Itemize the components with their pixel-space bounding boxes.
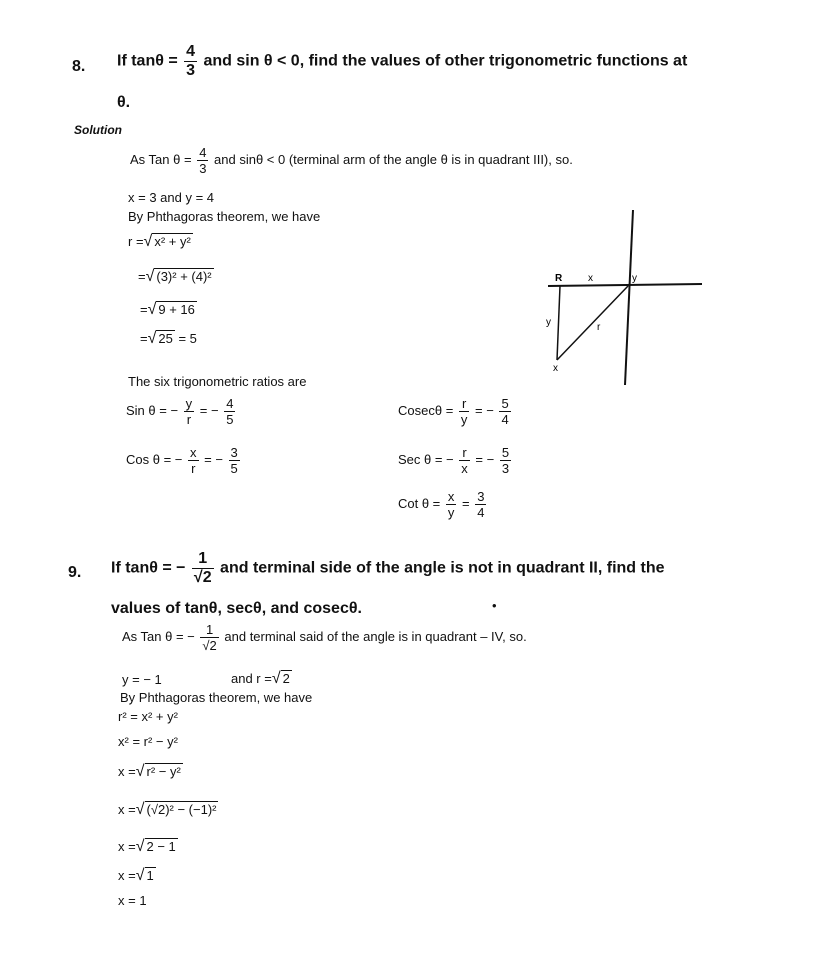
- s9-as-pre: As Tan θ = −: [122, 628, 195, 644]
- s8-csc-pre: Cosecθ =: [398, 402, 454, 418]
- s8-r4: =√ 25 = 5: [140, 330, 197, 347]
- s8-sin-frac2: [224, 396, 235, 427]
- s8-cot-pre: Cot θ =: [398, 495, 441, 511]
- s8-sin-mid: = −: [199, 402, 219, 418]
- s8-r2: =√ (3)² + (4)²: [138, 268, 212, 285]
- label-R: R: [555, 273, 563, 284]
- s8-cos-d2: 5: [230, 461, 238, 476]
- s8-cos-mid: = −: [204, 451, 223, 467]
- x-axis: [548, 284, 702, 286]
- s8-r3: =√ 9 + 16: [140, 301, 195, 318]
- s8-cot: [398, 489, 488, 520]
- q9-frac-num: 1: [192, 550, 214, 569]
- s8-sec-n1: r: [459, 445, 470, 461]
- q8-frac-num: 4: [186, 43, 196, 60]
- stray-dot: •: [492, 598, 497, 613]
- s8-as-fraction: [197, 145, 208, 176]
- s9-eq5: x =√ 2 − 1: [118, 838, 176, 855]
- s8-cos-n2: 3: [230, 445, 238, 460]
- s9-eq4: x =√ (√2)² − (−1)²: [118, 801, 217, 818]
- q8-continuation: θ.: [117, 94, 131, 111]
- s8-r4-rad: 25: [158, 331, 173, 346]
- s9-eq3: x =√ r² − y²: [118, 763, 181, 780]
- s9-eq6: x =√ 1: [118, 867, 154, 884]
- s9-as-post: and terminal said of the angle is in quadrant – IV, so.: [224, 628, 527, 644]
- s8-r1: r =√ x² + y²: [128, 233, 191, 250]
- s9-e6-pre: x =: [118, 868, 136, 883]
- s8-csc-mid: = −: [475, 402, 494, 418]
- s8-sec-n2: 5: [501, 445, 510, 460]
- s8-csc-frac2: [499, 396, 510, 427]
- s8-cot-mid: =: [462, 495, 470, 511]
- q8-statement: [117, 43, 687, 80]
- s9-as-den: √2: [202, 638, 217, 653]
- s8-sin-n1: y: [185, 396, 193, 411]
- s8-xy: x = 3 and y = 4: [128, 190, 215, 205]
- q8-frac-den: 3: [186, 62, 196, 79]
- q9-pre: If tanθ = −: [111, 559, 186, 577]
- s9-e6-rad: 1: [146, 868, 154, 883]
- s8-cot-n2: 3: [477, 489, 485, 504]
- s8-cot-d2: 4: [477, 505, 485, 520]
- s8-r2-pre: =: [138, 269, 146, 284]
- s9-eq2: x² = r² − y²: [118, 734, 178, 749]
- q8-pre: If tanθ =: [117, 52, 178, 70]
- s8-as-pre: As Tan θ =: [130, 151, 192, 167]
- s8-as-post: and sinθ < 0 (terminal arm of the angle θ is in quadrant III), so.: [214, 151, 573, 167]
- s8-six-ratios: The six trigonometric ratios are: [128, 374, 307, 389]
- s8-cot-d1: y: [447, 505, 455, 520]
- s8-cot-frac2: [475, 489, 486, 520]
- triangle-hypotenuse: [557, 286, 628, 360]
- s9-e5-rad: 2 − 1: [146, 839, 176, 854]
- s8-csc-frac1: [459, 396, 470, 427]
- s8-r1-rad: x² + y²: [154, 234, 191, 249]
- s8-cot-frac1: [446, 489, 457, 520]
- q8-number: 8.: [72, 58, 86, 75]
- s8-cos: [126, 445, 242, 476]
- s8-sec: [398, 445, 513, 476]
- s8-as-num: 4: [199, 145, 207, 160]
- s8-r2-rad: (3)² + (4)²: [156, 269, 212, 284]
- s9-eq1: r² = x² + y²: [118, 709, 178, 724]
- s8-r4-post: = 5: [178, 331, 197, 346]
- s8-r3-rad: 9 + 16: [158, 302, 195, 317]
- label-x-bottom: x: [553, 363, 558, 374]
- s8-sec-frac2: [500, 445, 511, 476]
- s9-as-fraction: [200, 622, 218, 653]
- s9-r-pre: and r =: [231, 671, 272, 686]
- q8-fraction: [184, 43, 197, 80]
- s8-sin-n2: 4: [226, 396, 234, 411]
- label-y-top: y: [632, 273, 637, 284]
- s8-by: By Phthagoras theorem, we have: [128, 209, 321, 224]
- s8-sec-mid: = −: [475, 451, 495, 467]
- s9-e4-rad: (√2)² − (−1)²: [146, 802, 217, 817]
- s9-eq7: x = 1: [118, 893, 147, 908]
- s8-sin-d1: r: [186, 412, 192, 427]
- s8-sec-pre: Sec θ = −: [398, 451, 454, 467]
- s8-sin-frac1: [184, 396, 195, 427]
- s9-by: By Phthagoras theorem, we have: [120, 690, 313, 705]
- s8-sec-frac1: [459, 445, 470, 476]
- s8-as-line: [130, 145, 573, 176]
- s8-sec-d1: x: [461, 461, 468, 476]
- quadrant-diagram: [540, 205, 710, 390]
- s8-cosec: [398, 396, 513, 427]
- s8-sin-pre: Sin θ = −: [126, 402, 179, 418]
- s9-r-rad: 2: [282, 671, 290, 686]
- s8-cos-pre: Cos θ = −: [126, 451, 183, 467]
- q9-frac-den: √2: [193, 569, 212, 586]
- s8-sin-d2: 5: [226, 412, 234, 427]
- y-axis: [625, 210, 633, 385]
- q9-post: and terminal side of the angle is not in quadrant II, find the: [220, 559, 665, 577]
- q9-statement: [111, 550, 665, 587]
- q9-continuation: values of tanθ, secθ, and cosecθ.: [111, 600, 362, 617]
- label-y-left: y: [546, 317, 551, 328]
- s8-csc-d1: y: [460, 412, 468, 427]
- q8-post: and sin θ < 0, find the values of other trigonometric functions at: [203, 52, 688, 70]
- s8-r3-pre: =: [140, 302, 148, 317]
- s8-csc-d2: 4: [501, 412, 509, 427]
- q9-number: 9.: [68, 564, 82, 581]
- s8-sin: [126, 396, 237, 427]
- s9-as-line: [122, 622, 527, 653]
- q9-fraction: [192, 550, 214, 587]
- solution-label: Solution: [74, 123, 122, 137]
- s9-y-val: y = − 1: [122, 672, 162, 687]
- s8-csc-n1: r: [459, 396, 470, 412]
- s8-cos-frac2: [229, 445, 240, 476]
- s9-e3-rad: r² − y²: [146, 764, 181, 779]
- label-x-top: x: [588, 273, 593, 284]
- s8-cos-n1: x: [190, 445, 197, 460]
- label-r: r: [597, 322, 601, 333]
- s9-e5-pre: x =: [118, 839, 136, 854]
- s8-csc-n2: 5: [501, 396, 509, 411]
- s8-r1-pre: r =: [128, 234, 144, 249]
- s9-e3-pre: x =: [118, 764, 136, 779]
- s9-as-num: 1: [200, 622, 218, 638]
- s8-as-den: 3: [199, 161, 207, 176]
- triangle-vertical: [557, 286, 560, 360]
- s8-sec-d2: 3: [501, 461, 510, 476]
- s8-r4-pre: =: [140, 331, 148, 346]
- s9-e4-pre: x =: [118, 802, 136, 817]
- s9-r-val: and r =√ 2: [231, 670, 290, 687]
- s8-cot-n1: x: [447, 489, 455, 504]
- s8-cos-d1: r: [191, 461, 196, 476]
- s8-cos-frac1: [188, 445, 199, 476]
